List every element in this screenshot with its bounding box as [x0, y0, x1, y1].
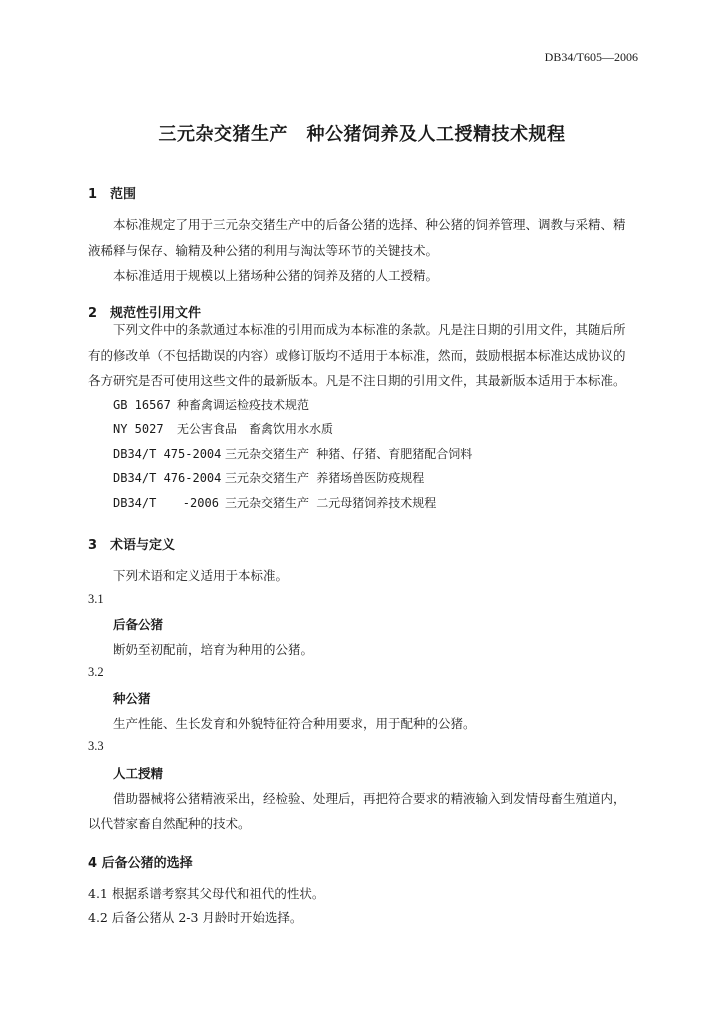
reference-code: GB 16567 — [113, 398, 171, 412]
paragraph-line: 本标准适用于规模以上猪场种公猪的饲养及猪的人工授精。 — [113, 268, 439, 283]
clause-line: 4.1 根据系谱考察其父母代和祖代的性状。 — [88, 886, 325, 901]
section-2-heading — [88, 302, 201, 321]
paragraph-line: 液稀释与保存、输精及种公猪的利用与淘汰等环节的关键技术。 — [88, 243, 439, 258]
paragraph-line: 有的修改单（不包括勘误的内容）或修订版均不适用于本标准，然而，鼓励根据本标准达成协议的 — [88, 348, 626, 363]
section-number: 2 — [88, 306, 98, 321]
section-3-heading — [88, 534, 175, 553]
clause-number: 3.2 — [88, 665, 104, 679]
reference-title: 种畜禽调运检疫技术规范 — [177, 398, 310, 412]
paragraph-line: 下列文件中的条款通过本标准的引用而成为本标准的条款。凡是注日期的引用文件，其随后所 — [113, 322, 626, 337]
reference-item — [113, 445, 472, 462]
section-4-heading — [88, 852, 193, 871]
term-definition: 以代替家畜自然配种的技术。 — [88, 816, 251, 831]
term-definition: 借助器械将公猪精液采出，经检验、处理后，再把符合要求的精液输入到发情母畜生殖道内， — [113, 791, 626, 806]
term-definition: 生产性能、生长发育和外貌特征符合种用要求，用于配种的公猪。 — [113, 716, 476, 731]
reference-title: 三元杂交猪生产 养猪场兽医防疫规程 — [225, 471, 425, 485]
term-definition: 断奶至初配前，培育为种用的公猪。 — [113, 642, 314, 657]
section-title: 范围 — [110, 187, 137, 202]
doc-code: DB34/T605—2006 — [544, 50, 638, 64]
reference-title: 无公害食品 畜禽饮用水水质 — [177, 422, 334, 436]
section-number: 3 — [88, 538, 98, 553]
section-title: 术语与定义 — [110, 538, 176, 553]
reference-title: 三元杂交猪生产 二元母猪饲养技术规程 — [225, 496, 437, 510]
reference-item — [113, 420, 333, 437]
reference-code: DB34/T 476-2004 — [113, 471, 222, 485]
section-1-heading — [88, 183, 136, 202]
reference-title: 三元杂交猪生产 种猪、仔猪、育肥猪配合饲料 — [225, 447, 473, 461]
reference-code: DB34/T 475-2004 — [113, 447, 222, 461]
clause-line: 4.2 后备公猪从 2-3 月龄时开始选择。 — [88, 910, 303, 925]
term-name: 人工授精 — [113, 766, 164, 781]
paragraph-line: 本标准规定了用于三元杂交猪生产中的后备公猪的选择、种公猪的饲养管理、调教与采精、精 — [113, 217, 626, 232]
paragraph-line: 各方研究是否可使用这些文件的最新版本。凡是不注日期的引用文件，其最新版本适用于本标准。 — [88, 373, 626, 388]
term-name: 后备公猪 — [113, 617, 164, 632]
term-name: 种公猪 — [113, 691, 151, 706]
reference-item — [113, 494, 436, 511]
clause-number: 3.1 — [88, 592, 104, 606]
section-number: 1 — [88, 187, 98, 202]
section-title: 后备公猪的选择 — [101, 856, 193, 871]
paragraph-line: 下列术语和定义适用于本标准。 — [113, 568, 289, 583]
page-title: 三元杂交猪生产 种公猪饲养及人工授精技术规程 — [158, 124, 566, 145]
section-number: 4 — [88, 856, 98, 871]
reference-code: NY 5027 — [113, 422, 164, 436]
clause-number: 3.3 — [88, 739, 104, 753]
section-title: 规范性引用文件 — [110, 306, 202, 321]
reference-code: DB34/T -2006 — [113, 496, 219, 510]
reference-item — [113, 469, 424, 486]
reference-item — [113, 396, 309, 413]
